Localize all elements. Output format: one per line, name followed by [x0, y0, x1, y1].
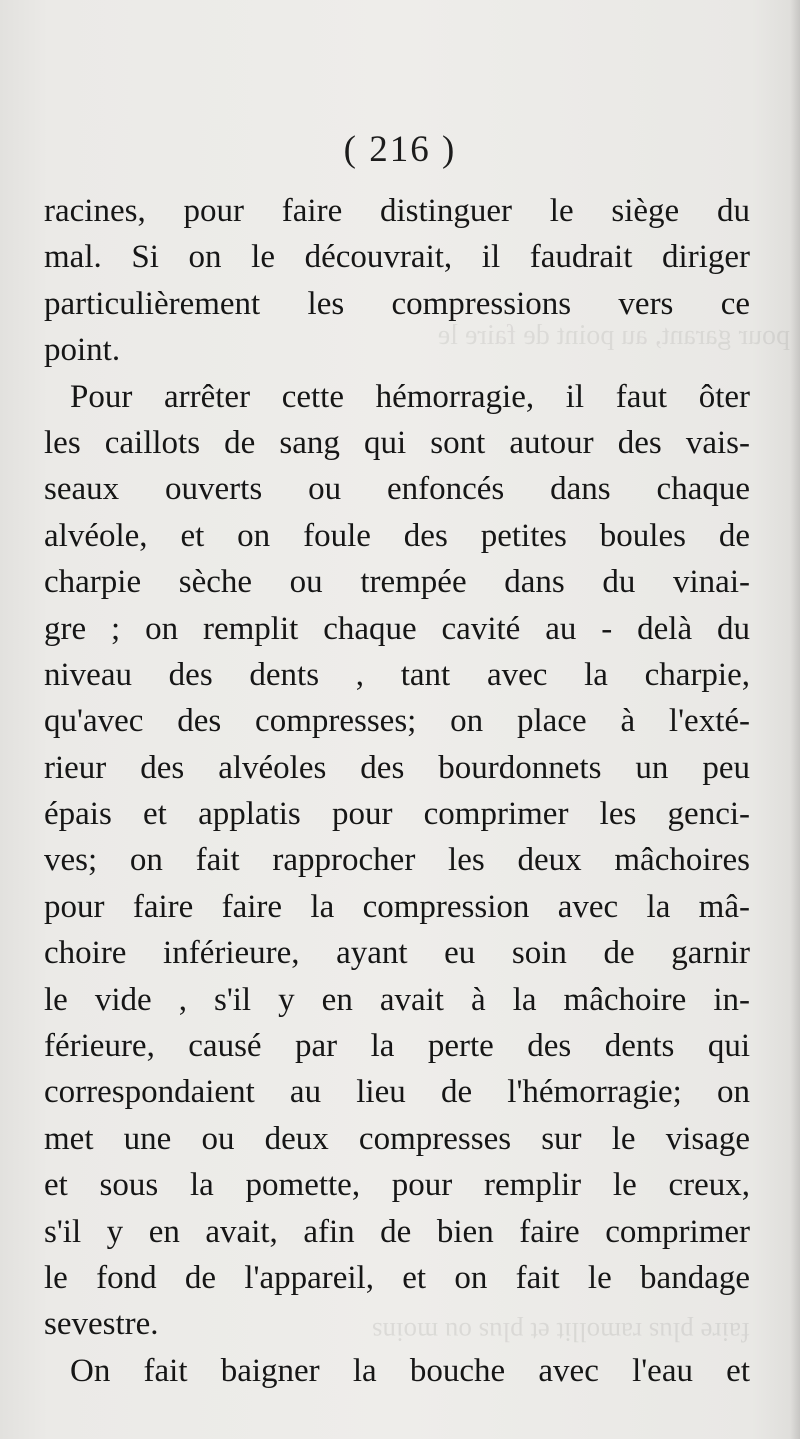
- text-line: niveau des dents , tant avec la charpie,: [44, 656, 750, 693]
- show-through-text: pour garant, au point de faire le: [437, 320, 790, 351]
- text-line: met une ou deux compresses sur le visage: [44, 1120, 750, 1157]
- text-line: rieur des alvéoles des bourdonnets un peu: [44, 749, 750, 786]
- text-line: férieure, causé par la perte des dents qui: [44, 1028, 750, 1065]
- text-line: On fait baigner la bouche avec l'eau et: [70, 1352, 750, 1389]
- text-line: qu'avec des compresses; on place à l'exté-: [44, 703, 750, 740]
- show-through-text-bottom: faire plus ramollit et plus ou moins: [372, 1317, 750, 1347]
- text-line: le vide , s'il y en avait à la mâchoire in-: [44, 981, 750, 1018]
- text-line: Pour arrêter cette hémorragie, il faut ôter: [70, 378, 750, 415]
- text-line: et sous la pomette, pour remplir le creux,: [44, 1167, 750, 1204]
- text-line: choire inférieure, ayant eu soin de garnir: [44, 935, 750, 972]
- text-line: s'il y en avait, afin de bien faire comprimer: [44, 1213, 750, 1250]
- text-line: gre ; on remplit chaque cavité au - delà du: [44, 610, 750, 647]
- text-line: les caillots de sang qui sont autour des vais-: [44, 424, 750, 461]
- text-line: pour faire faire la compression avec la mâ-: [44, 888, 750, 925]
- text-line: particulièrement les compressions vers ce: [44, 285, 750, 322]
- text-line: correspondaient au lieu de l'hémorragie; on: [44, 1074, 750, 1111]
- body-text: [44, 188, 750, 1394]
- text-line: le fond de l'appareil, et on fait le bandage: [44, 1259, 750, 1296]
- text-line: ves; on fait rapprocher les deux mâchoires: [44, 842, 750, 879]
- text-line: mal. Si on le découvrait, il faudrait diriger: [44, 239, 750, 276]
- text-line: alvéole, et on foule des petites boules de: [44, 517, 750, 554]
- text-line: sevestre.: [44, 1306, 159, 1343]
- page-edge-shadow: [790, 0, 800, 1439]
- page-number: ( 216 ): [343, 129, 457, 170]
- text-line: seaux ouverts ou enfoncés dans chaque: [44, 471, 750, 508]
- text-line: charpie sèche ou trempée dans du vinai-: [44, 564, 750, 601]
- text-line: point.: [44, 332, 121, 369]
- text-line: racines, pour faire distinguer le siège du: [44, 193, 750, 229]
- text-line: épais et applatis pour comprimer les genci-: [44, 796, 750, 833]
